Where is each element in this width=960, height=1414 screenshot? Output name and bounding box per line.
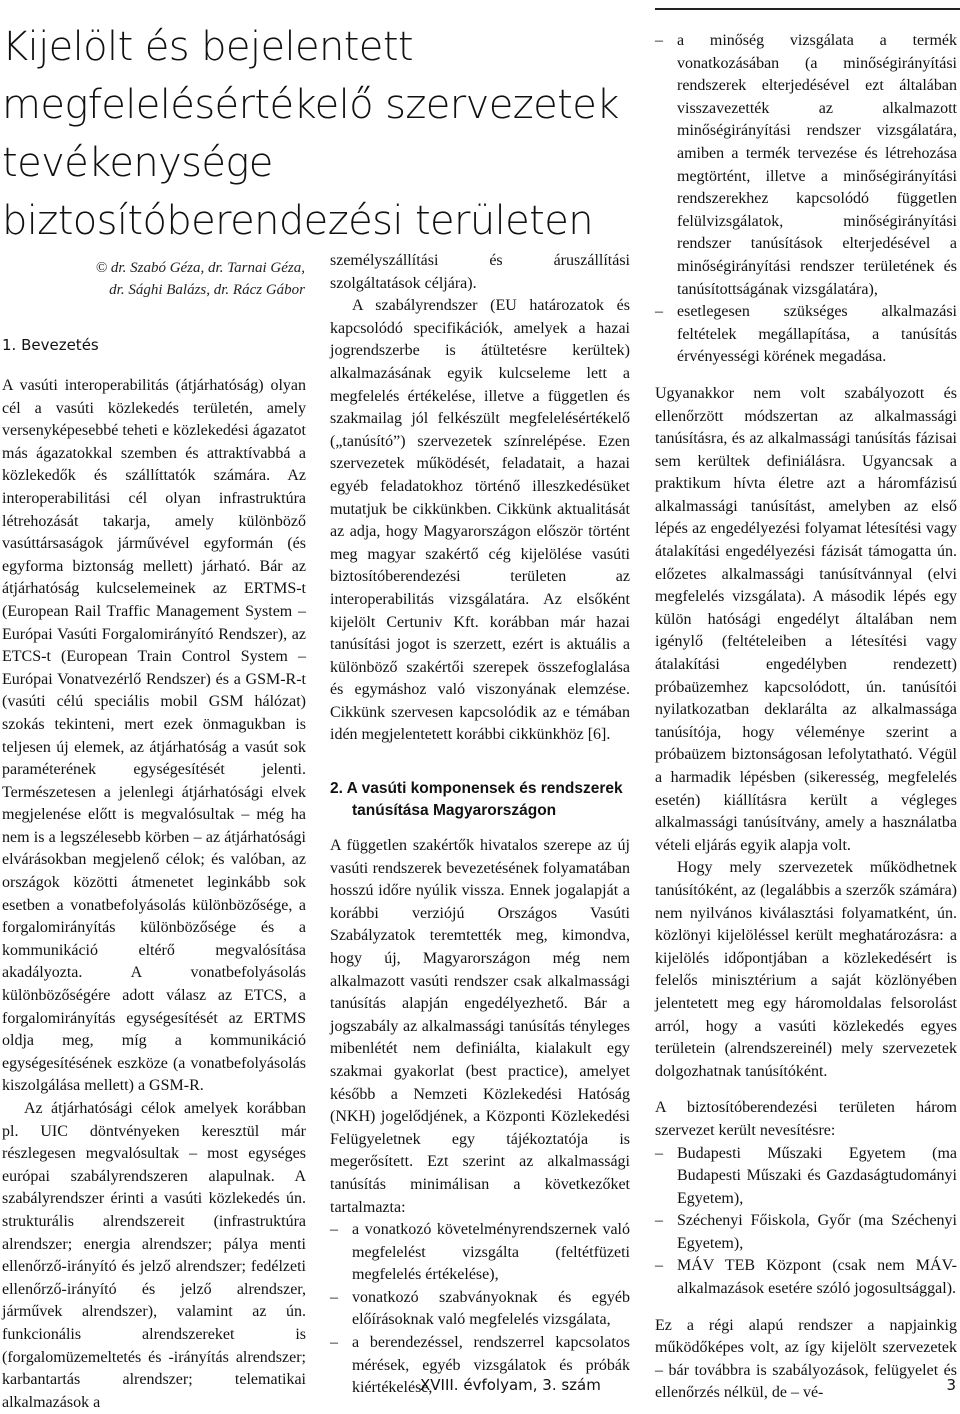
paragraph: A vasúti interoperabilitás (átjárhatóság) olyan cél a vasúti közlekedés területén, amely versenyképesebbé teheti e közlekedési ágazatot más ágazatokkal szemben és attraktívabbá a közlekedők és szállíttatók számára. Az interoperabilitási cél olyan infrastruktúra létrehozását takarja, amely különböző vasúttársaságok járművével egyformán (és egyforma biztonság mellett) járható. Bár az átjárhatóság kulcselemeinek az ERTMS-t (European Rail Traffic Management System – Európai Vasúti Forgalomirányító Rendszer), az ETCS-t (European Train Control System – Európai Vonatvezérlő Rendszer) és a GSM-R-t (vasúti célú speciális mobil GSM hálózat) szokás tekinteni, mert ezek önmagukban is teljesen új elemek, az átjárhatóság a vasút sok paraméterének egységesítését jelenti. Természetesen a jelenlegi átjárhatósági elvek megjelenése előtt is megvalósultak – még ha nem is a legszélesebb körben – az átjárhatósági elvárásokban megjelenő célok; és valóban, az országok közötti átmenetet leginkább sok esetben a vonatbefolyásolás különbözősége, a forgalomirányítás különbözősége és a kommunikáció eltérő megvalósítása akadályozta. A vonatbefolyásolás különbözőségére adott válasz az ETCS, a forgalomirányítás egységesítését az ERTMS oldja meg, míg a kommunikáció egységesítésének eszköze (a vonatbefolyásolás kiszolgálása mellett) a GSM-R. xyxy=(2,377,306,1095)
criteria-list xyxy=(330,1219,630,1400)
paragraph: A független szakértők hivatalos szerepe az új vasúti rendszerek bevezetésének folyamatában hosszú időre nyúlik vissza. Ennek jogalapját a korábbi verziójú Országos Vasúti Szabályzatok teremtették meg, kimondva, hogy új, Magyarországon még nem alkalmazott vasúti rendszer csak alkalmassági tanúsítás alapján engedélyezhető. Bár a jogszabály az alkalmassági tanúsítás tényleges mibenlétét nem definiálta, kialakult egy szakmai gyakorlat (best practice), amelyet később a Nemzeti Közlekedési Hatóság (NKH) jogelődjének, a Központi Közlekedési Felügyeletnek egy tájékoztatója is megerősített. Ezt szerint az alkalmassági tanúsítás minimálisan a következőket tartalmazta: xyxy=(330,837,630,1216)
list-item-text: MÁV TEB Központ (csak nem MÁV-alkalmazások esetére szóló jogosultsággal). xyxy=(677,1257,957,1298)
list-item-text: esetlegesen szükséges alkalmazási feltételek megállapítása, a tanúsítás érvényességi körének megadása. xyxy=(677,303,957,366)
organizations-list xyxy=(655,1143,957,1301)
dash-bullet: – xyxy=(655,32,663,49)
list-item xyxy=(330,1219,630,1287)
dash-bullet: – xyxy=(655,1212,663,1230)
list-item-text: vonatkozó szabványoknak és egyéb előírásoknak való megfelelés vizsgálata, xyxy=(352,1288,630,1329)
text-column-2 xyxy=(330,250,630,747)
paragraph: Ez a régi alapú rendszer a napjainkig működőképes volt, az így kijelölt szervezetek – bár továbbra is szabályozások, felügyelet és ellenőrzés nélkül, de – vé- xyxy=(655,1316,957,1402)
list-item-text: Széchenyi Főiskola, Győr (ma Széchenyi Egyetem), xyxy=(677,1212,957,1252)
criteria-list-continued xyxy=(655,30,957,369)
title-line: Kijelölt és bejelentett xyxy=(2,24,413,70)
paragraph: Ugyanakkor nem volt szabályozott és ellenőrzött módszertan az alkalmassági tanúsításra, és az alkalmassági tanúsítás fázisai sem kerültek definiálásra. Ugyancsak a praktikum hívta életre azt a háromfázisú alkalmassági tanúsítást, amelyben az első lépés az engedélyezési folyamat létesítési vagy átalakítási engedélyezési fázisát támogatta ún. előzetes alkalmassági tanúsítvánnyal (elvi megfelelés vizsgálata). A második lépés egy külön hatósági engedélyt általában nem igénylő (feltételeiben a létesítési vagy átalakítási engedélyben rendezett) próbaüzemhez kapcsolódott, ún. tanúsítói nyilatkozatban deklarálta az alkalmassága tanúsítója, hogy véleménye szerint a próbaüzem biztonságosan lefolytatható. Végül a harmadik lépésben (sikeresség, megfelelés esetén) kiállításra került a végleges alkalmassági tanúsítvány, amely a használatba vételi eljárás egyik alapja volt. xyxy=(655,384,957,854)
author-line: © dr. Szabó Géza, dr. Tarnai Géza, xyxy=(95,260,305,276)
list-item-text: Budapesti Műszaki Egyetem (ma Budapesti Műszaki és Gazdaságtudományi Egyetem), xyxy=(677,1144,957,1207)
paragraph: A biztosítóberendezési területen három szervezet került nevesítésre: xyxy=(655,1099,957,1139)
paragraph: A szabályrendszer (EU határozatok és kapcsolódó specifikációk, amelyek a hazai jogrendszerbe is átültetésre kerültek) alkalmazásának egyik kulcseleme lett a megfelelés értékelése, illetve a független és szakmailag jól felkészült megfelelésértékelő („tanúsító”) szervezetek színrelépése. Ezen szervezetek működését, feladatait, a hazai egyéb feladatokhoz történő illeszkedésüket mutatjuk be cikkünkben. Cikkünk aktualitását az adja, hogy Magyarországon először történt meg magyar szakértő cég kijelölése vasúti biztosítóberendezési területen az interoperabilitás vizsgálatára. Az elsőként kijelölt Certuniv Kft. korábban már hazai tanúsítási jogot is szerzett, ezért is aktuális a különböző szakértői szerepek összefoglalása és egymáshoz való viszonyának elemzése. Cikkünk szervesen kapcsolódik az e témában idén megjelentetett korábbi cikkünkhöz [6]. xyxy=(330,297,630,744)
list-item xyxy=(655,30,957,301)
dash-bullet: – xyxy=(655,1144,663,1162)
header-rule xyxy=(655,8,960,10)
text-column-1 xyxy=(2,375,306,1414)
list-item-text: a minőség vizsgálata a termék vonatkozásában (a minőségirányítási rendszerek elterjedésével ezt általában visszavezették az alkalmazott minőségirányítási rendszer vizsgálatára, amiben a termék tervezése és létrehozása megtörtént, illetve a minőségirányítási rendszerekhez kapcsolódó független felülvizsgálatok, minőségirányítási rendszer tanúsítások elterjedésével a minőségirányítási rendszer területének és tanúsítottságának vizsgálatára), xyxy=(677,32,957,298)
section-heading-certification xyxy=(330,778,630,822)
heading-line: tanúsítása Magyarországon xyxy=(352,802,557,819)
list-item xyxy=(655,301,957,369)
article-title xyxy=(2,18,619,250)
dash-bullet: – xyxy=(655,1257,663,1275)
title-line: tevékenysége xyxy=(2,140,273,186)
list-item-text: a vonatkozó követelményrendszernek való megfelelést vizsgálta (feltétfüzeti megfelelés értékelése), xyxy=(352,1221,630,1284)
page-number: 3 xyxy=(946,1376,956,1394)
author-line: dr. Sághi Balázs, dr. Rácz Gábor xyxy=(109,282,305,298)
journal-issue: XVIII. évfolyam, 3. szám xyxy=(420,1376,601,1394)
list-item xyxy=(330,1287,630,1332)
list-item xyxy=(655,1255,957,1300)
dash-bullet: – xyxy=(330,1221,338,1239)
dash-bullet: – xyxy=(330,1334,338,1352)
text-column-2-continued xyxy=(330,835,630,1400)
list-item-text: a berendezéssel, rendszerrel kapcsolatos mérések, egyéb vizsgálatok és próbák kiértékelése, xyxy=(352,1334,630,1397)
paragraph: Az átjárhatósági célok amelyek korábban pl. UIC döntvényeken keresztül már részlegesen megvalósultak – most egységes európai szabályrendszeren alapulnak. A szabályrendszer érinti a vasúti közlekedés ún. strukturális alrendszereit (infrastruktúra alrendszer; energia alrendszer; pálya menti ellenőrző-irányító és jelző alrendszer; fedélzeti ellenőrző-irányító és jelző alrendszer, járművek alrendszer), valamint az ún. funkcionális alrendszereket is (forgalomüzemeltetés és -irányítás alrendszer; karbantartás alrendszer; telematikai alkalmazások a xyxy=(2,1100,306,1411)
paragraph: személyszállítási és áruszállítási szolgáltatások céljára). xyxy=(330,252,630,292)
dash-bullet: – xyxy=(330,1288,338,1306)
text-column-3 xyxy=(655,30,957,1405)
list-item xyxy=(655,1143,957,1211)
article-authors xyxy=(60,257,305,301)
list-item xyxy=(655,1210,957,1255)
title-line: biztosítóberendezési területen xyxy=(2,198,594,244)
title-line: megfelelésértékelő szervezetek xyxy=(2,82,619,128)
section-heading-introduction: 1. Bevezetés xyxy=(2,336,99,354)
heading-line: 2. A vasúti komponensek és rendszerek xyxy=(330,780,623,797)
dash-bullet: – xyxy=(655,303,663,321)
paragraph: Hogy mely szervezetek működhetnek tanúsítóként, az (legalábbis a szerzők számára) nem nyilvános kiválasztási folyamatként, ún. közlönyi kijelöléssel került meghatározásra: a kijelölés időpontjában a közlekedésért is felelős minisztérium a saját közlönyében jelentetett meg egy háromoldalas felsorolást arról, hogy a vasúti közlekedés egyes területein (alrendszereinél) mely szervezetek dolgozhatnak tanúsítóként. xyxy=(655,859,957,1080)
